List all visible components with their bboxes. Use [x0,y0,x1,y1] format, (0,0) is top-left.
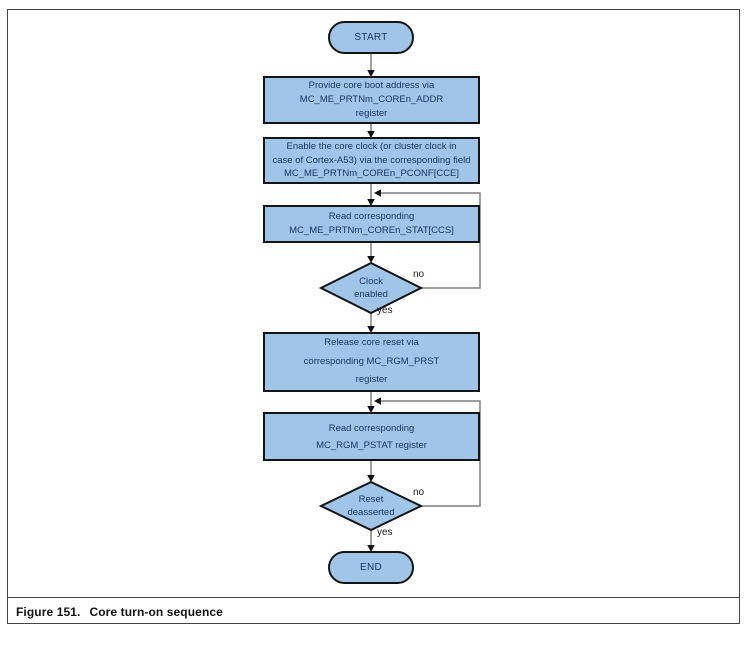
arrowhead [367,326,375,333]
figure-caption [16,602,223,622]
arrowhead [367,406,375,413]
decision-reset-deasserted-shape [321,482,421,530]
figure-caption-label: Figure 151. [16,605,81,619]
start-terminal-label: START [354,31,388,43]
decision-clock-enabled-label: Clock enabled [354,276,388,300]
arrowhead [374,397,381,405]
arrowhead [367,131,375,138]
figure-caption-title: Core turn-on sequence [89,605,223,619]
process-read-rgm-pstat-shape [264,413,479,460]
arrowhead [374,189,381,197]
process-read-core-stat-label: Read corresponding MC_ME_PRTNm_COREn_STAT[CCS] [289,211,454,236]
process-provide-boot-address-shape [264,77,479,123]
branch-label-no-reset: no [413,487,425,498]
process-release-core-reset-shape [264,333,479,391]
process-provide-boot-address-label: Provide core boot address via MC_ME_PRTNm_COREn_ADDR register [299,80,444,119]
arrowhead [367,70,375,77]
arrowhead [367,545,375,552]
branch-label-no-clock: no [413,269,425,280]
caption-separator [8,597,739,598]
end-terminal-label: END [359,561,382,573]
branch-label-yes-reset: yes [377,527,393,538]
process-read-core-stat-shape [264,206,479,242]
start-terminal-shape [329,22,413,53]
process-read-rgm-pstat-label: Read corresponding MC_RGM_PSTAT register [316,422,427,451]
decision-reset-deasserted-label: Reset deasserted [347,494,395,518]
process-release-core-reset-label: Release core reset via corresponding MC_RGM_PRST register [303,337,440,386]
branch-label-yes-clock: yes [377,305,393,316]
process-enable-core-clock-shape [264,138,479,183]
decision-clock-enabled-shape [321,263,421,313]
end-terminal-shape [329,552,413,583]
arrowhead [367,199,375,206]
process-enable-core-clock-label: Enable the core clock (or cluster clock in case of Cortex-A53) via the corresponding field MC_ME_PRTNm_COREn_PCONF[CCE] [272,141,471,180]
